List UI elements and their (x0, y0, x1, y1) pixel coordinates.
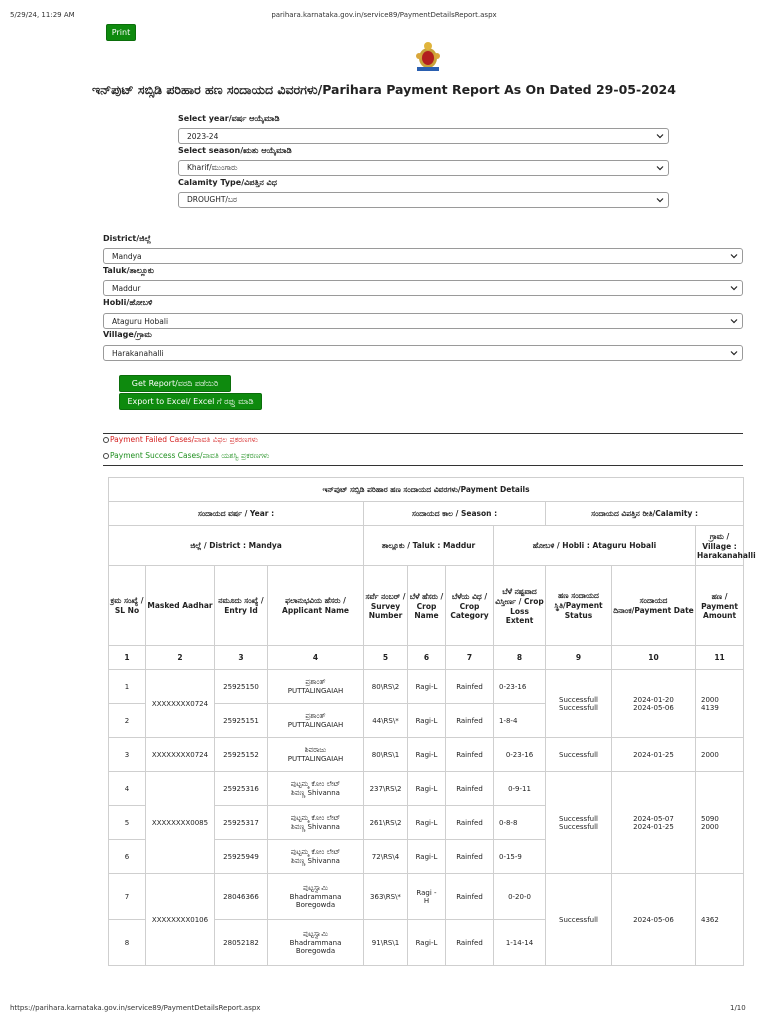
chevron-down-icon (656, 196, 664, 204)
column-header: ನಮೂದು ಸಂಖ್ಯೆ / Entry Id (215, 566, 268, 646)
footer-url: https://parihara.karnataka.gov.in/service89/PaymentDetailsReport.aspx (10, 1004, 261, 1012)
print-datetime: 5/29/24, 11:29 AM (10, 11, 75, 19)
sl-no-cell: 2 (109, 704, 146, 738)
village-label: Village/ಗ್ರಾಮ (103, 330, 152, 339)
survey-number-cell: 363\RS\* (364, 874, 408, 920)
chevron-down-icon (730, 284, 738, 292)
crop-category-cell: Rainfed (446, 874, 494, 920)
divider (103, 465, 743, 466)
column-header: ಫಲಾನುಭವಿಯ ಹೆಸರು / Applicant Name (268, 566, 364, 646)
calamity-select[interactable] (178, 192, 669, 208)
column-header: ಬೆಳೆ ಹೆಸರು / Crop Name (408, 566, 446, 646)
column-header: ಕ್ರಮ ಸಂಖ್ಯೆ / SL No (109, 566, 146, 646)
payment-failed-option[interactable] (103, 435, 258, 445)
crop-loss-extent-cell: 0-23-16 (494, 738, 546, 772)
export-excel-button[interactable]: Export to Excel/ Excel ಗೆ ರಫ್ತು ಮಾಡಿ (119, 393, 262, 410)
karnataka-emblem-icon (413, 40, 443, 72)
district-label: District/ಜಿಲ್ಲೆ (103, 234, 151, 243)
applicant-name-cell: ಪುಟ್ಟಸ್ವಾಮಿ Bhadrammana Boregowda (268, 920, 364, 966)
radio-icon (103, 437, 109, 443)
column-header: ಸಂದಾಯದ ದಿನಾಂಕ/Payment Date (612, 566, 696, 646)
chevron-down-icon (730, 349, 738, 357)
crop-loss-extent-cell: 1-14-14 (494, 920, 546, 966)
sl-no-cell: 1 (109, 670, 146, 704)
column-number: 3 (215, 646, 268, 670)
calamity-value: DROUGHT/ಬರ (187, 195, 237, 204)
column-header: ಬೆಳೆ ನಷ್ಟವಾದ ವಿಸ್ತೀರ್ಣ / Crop Loss Extent (494, 566, 546, 646)
aadhar-cell: XXXXXXXX0085 (146, 772, 215, 874)
district-value: Mandya (112, 251, 142, 261)
season-label: Select season/ಋತು ಆಯ್ಕೆಮಾಡಿ (178, 146, 292, 155)
payment-amount-cell: 2000 4139 (696, 670, 744, 738)
column-number: 11 (696, 646, 744, 670)
sl-no-cell: 6 (109, 840, 146, 874)
chevron-down-icon (730, 317, 738, 325)
radio-icon (103, 453, 109, 459)
year-select[interactable] (178, 128, 669, 144)
table-row (109, 670, 744, 704)
payment-details-table (108, 477, 756, 966)
sl-no-cell: 7 (109, 874, 146, 920)
survey-number-cell: 91\RS\1 (364, 920, 408, 966)
entry-id-cell: 28046366 (215, 874, 268, 920)
divider (103, 433, 743, 434)
table-row (109, 874, 744, 920)
chevron-down-icon (656, 164, 664, 172)
aadhar-cell: XXXXXXXX0106 (146, 874, 215, 966)
calamity-cell: ಸಂದಾಯದ ವಿಪತ್ತಿನ ರೀತಿ/Calamity : (546, 502, 744, 526)
payment-success-option[interactable] (103, 451, 269, 461)
taluk-cell: ತಾಲ್ಲೂಕು / Taluk : Maddur (364, 526, 494, 566)
crop-name-cell: Ragi-L (408, 806, 446, 840)
column-header: Masked Aadhar (146, 566, 215, 646)
payment-amount-cell: 4362 (696, 874, 744, 966)
table-row (109, 738, 744, 772)
crop-loss-extent-cell: 0-8-8 (494, 806, 546, 840)
payment-status-cell: Successfull (546, 738, 612, 772)
entry-id-cell: 25925151 (215, 704, 268, 738)
village-cell: ಗ್ರಾಮ / Village : Harakanahalli (696, 526, 744, 566)
applicant-name-cell: ಶಿವರಾಜು PUTTALINGAIAH (268, 738, 364, 772)
crop-name-cell: Ragi-L (408, 670, 446, 704)
entry-id-cell: 25925949 (215, 840, 268, 874)
survey-number-cell: 72\RS\4 (364, 840, 408, 874)
sl-no-cell: 8 (109, 920, 146, 966)
table-row (109, 772, 744, 806)
payment-amount-cell: 2000 (696, 738, 744, 772)
taluk-select[interactable] (103, 280, 743, 296)
crop-category-cell: Rainfed (446, 840, 494, 874)
crop-loss-extent-cell: 0-15-9 (494, 840, 546, 874)
column-number: 5 (364, 646, 408, 670)
crop-name-cell: Ragi-L (408, 920, 446, 966)
crop-name-cell: Ragi-L (408, 704, 446, 738)
crop-name-cell: Ragi - H (408, 874, 446, 920)
column-header: ಹಣ ಸಂದಾಯದ ಸ್ಥಿತಿ/Payment Status (546, 566, 612, 646)
payment-amount-cell: 5090 2000 (696, 772, 744, 874)
table-caption: ಇನ್‌ಪುಟ್ ಸಬ್ಸಿಡಿ ಪರಿಹಾರ ಹಣ ಸಂದಾಯದ ವಿವರಗಳು/Payment Details (109, 478, 744, 502)
column-number: 6 (408, 646, 446, 670)
district-select[interactable] (103, 248, 743, 264)
column-header: ಸರ್ವೆ ನಂಬರ್ / Survey Number (364, 566, 408, 646)
year-value: 2023-24 (187, 131, 219, 141)
season-cell: ಸಂದಾಯದ ಕಾಲ / Season : (364, 502, 546, 526)
column-number: 4 (268, 646, 364, 670)
applicant-name-cell: ಪುಟ್ಟಸ್ವಾಮಿ Bhadrammana Boregowda (268, 874, 364, 920)
crop-category-cell: Rainfed (446, 738, 494, 772)
year-cell: ಸಂದಾಯದ ವರ್ಷ / Year : (109, 502, 364, 526)
payment-date-cell: 2024-01-20 2024-05-06 (612, 670, 696, 738)
get-report-button[interactable]: Get Report/ವರದಿ ಪಡೆಯಿರಿ (119, 375, 231, 392)
payment-status-cell: Successfull Successfull (546, 670, 612, 738)
entry-id-cell: 25925152 (215, 738, 268, 772)
entry-id-cell: 28052182 (215, 920, 268, 966)
season-select[interactable] (178, 160, 669, 176)
applicant-name-cell: ಪ್ರಶಾಂತ್ PUTTALINGAIAH (268, 704, 364, 738)
crop-category-cell: Rainfed (446, 920, 494, 966)
crop-category-cell: Rainfed (446, 670, 494, 704)
column-number: 2 (146, 646, 215, 670)
year-label: Select year/ವರ್ಷ ಆಯ್ಕೆಮಾಡಿ (178, 114, 280, 123)
applicant-name-cell: ಪುಟ್ಟಮ್ಮ ಕೋಂ ಲೇಟ್ ಶಿವಣ್ಣ Shivanna (268, 806, 364, 840)
crop-category-cell: Rainfed (446, 704, 494, 738)
hobli-select[interactable] (103, 313, 743, 329)
payment-success-label: Payment Success Cases/ಪಾವತಿ ಯಶಸ್ವಿ ಪ್ರಕರಣಗಳು (110, 451, 270, 460)
payment-status-cell: Successfull Successfull (546, 772, 612, 874)
taluk-value: Maddur (112, 283, 141, 293)
crop-name-cell: Ragi-L (408, 738, 446, 772)
crop-name-cell: Ragi-L (408, 772, 446, 806)
survey-number-cell: 237\RS\2 (364, 772, 408, 806)
entry-id-cell: 25925316 (215, 772, 268, 806)
aadhar-cell: XXXXXXXX0724 (146, 670, 215, 738)
crop-category-cell: Rainfed (446, 806, 494, 840)
village-value: Harakanahalli (112, 348, 164, 358)
payment-failed-label: Payment Failed Cases/ಪಾವತಿ ವಿಫಲ ಪ್ರಕರಣಗಳು (110, 435, 258, 444)
village-select[interactable] (103, 345, 743, 361)
entry-id-cell: 25925317 (215, 806, 268, 840)
payment-status-cell: Successfull (546, 874, 612, 966)
entry-id-cell: 25925150 (215, 670, 268, 704)
crop-category-cell: Rainfed (446, 772, 494, 806)
crop-name-cell: Ragi-L (408, 840, 446, 874)
chevron-down-icon (656, 132, 664, 140)
payment-date-cell: 2024-01-25 (612, 738, 696, 772)
column-header: ಬೆಳೆಯ ವಿಧ / Crop Category (446, 566, 494, 646)
sl-no-cell: 3 (109, 738, 146, 772)
district-cell: ಜಿಲ್ಲೆ / District : Mandya (109, 526, 364, 566)
column-number: 10 (612, 646, 696, 670)
crop-loss-extent-cell: 0-20-0 (494, 874, 546, 920)
column-header: ಹಣ / Payment Amount (696, 566, 744, 646)
crop-loss-extent-cell: 1-8-4 (494, 704, 546, 738)
survey-number-cell: 261\RS\2 (364, 806, 408, 840)
hobli-value: Ataguru Hobali (112, 316, 169, 326)
payment-date-cell: 2024-05-06 (612, 874, 696, 966)
page-url: parihara.karnataka.gov.in/service89/PaymentDetailsReport.aspx (271, 11, 497, 19)
print-button[interactable]: Print (106, 24, 136, 41)
aadhar-cell: XXXXXXXX0724 (146, 738, 215, 772)
page-number: 1/10 (730, 1004, 746, 1012)
column-number: 9 (546, 646, 612, 670)
season-value: Kharif/ಮುಂಗಾರು (187, 163, 238, 172)
sl-no-cell: 5 (109, 806, 146, 840)
hobli-cell: ಹೋಬಳಿ / Hobli : Ataguru Hobali (494, 526, 696, 566)
applicant-name-cell: ಪುಟ್ಟಮ್ಮ ಕೋಂ ಲೇಟ್ ಶಿವಣ್ಣ Shivanna (268, 772, 364, 806)
crop-loss-extent-cell: 0-9-11 (494, 772, 546, 806)
sl-no-cell: 4 (109, 772, 146, 806)
calamity-label: Calamity Type/ವಿಪತ್ತಿನ ವಿಧ (178, 178, 277, 187)
page-title: ಇನ್‌ಪುಟ್ ಸಬ್ಸಿಡಿ ಪರಿಹಾರ ಹಣ ಸಂದಾಯದ ವಿವರಗಳು/Parihara Payment Report As On Dated 29-05-2024 (92, 82, 676, 97)
applicant-name-cell: ಪುಟ್ಟಮ್ಮ ಕೋಂ ಲೇಟ್ ಶಿವಣ್ಣ Shivanna (268, 840, 364, 874)
taluk-label: Taluk/ತಾಲ್ಲೂಕು (103, 266, 154, 275)
survey-number-cell: 80\RS\1 (364, 738, 408, 772)
survey-number-cell: 80\RS\2 (364, 670, 408, 704)
survey-number-cell: 44\RS\* (364, 704, 408, 738)
column-number: 1 (109, 646, 146, 670)
payment-date-cell: 2024-05-07 2024-01-25 (612, 772, 696, 874)
chevron-down-icon (730, 252, 738, 260)
column-number: 8 (494, 646, 546, 670)
hobli-label: Hobli/ಹೋಬಳಿ (103, 298, 153, 307)
crop-loss-extent-cell: 0-23-16 (494, 670, 546, 704)
applicant-name-cell: ಪ್ರಶಾಂತ್ PUTTALINGAIAH (268, 670, 364, 704)
column-number: 7 (446, 646, 494, 670)
